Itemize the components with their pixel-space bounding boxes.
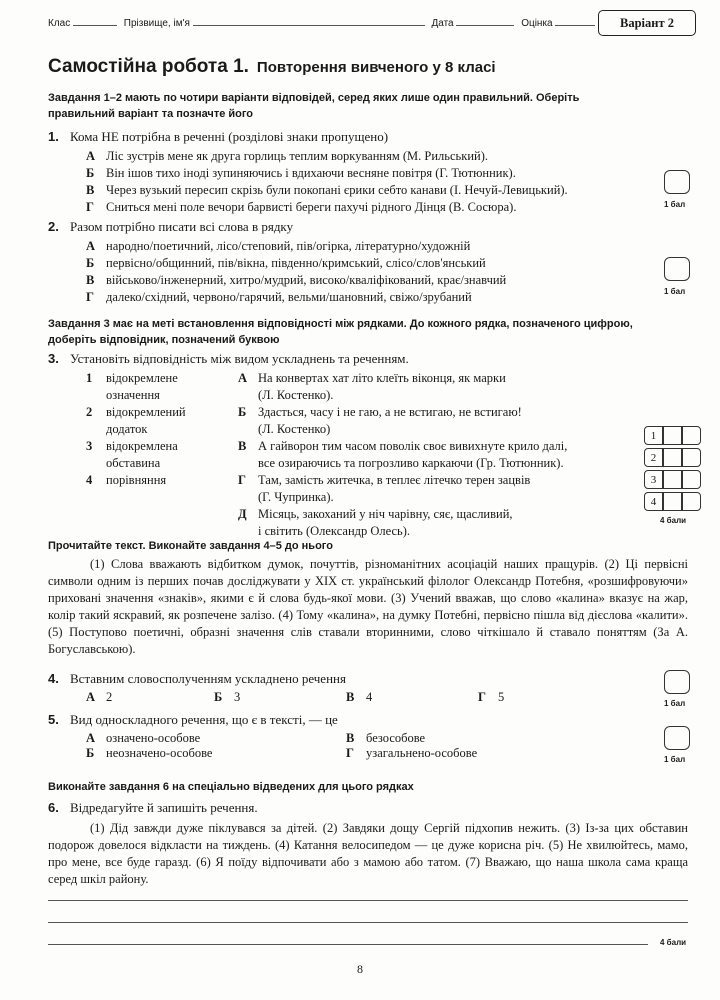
q1-option-a[interactable]: А Ліс зустрів мене як друга горлиць теплим воркуванням (М. Рильський). [86, 149, 488, 163]
q2-score: 1 бал [664, 287, 686, 296]
question-1-number: 1. [48, 129, 59, 144]
q3-left-2: 2 відокремлений додаток [86, 405, 186, 436]
q1-option-c[interactable]: В Через вузький пересип скрізь були покопані єрики себто канави (І. Нечуй-Левицький). [86, 183, 568, 197]
instruction-3: Завдання 3 має на меті встановлення відповідності між рядками. До кожного рядка, позначеного цифрою, доберіть відповідник, позначений буквою [48, 318, 633, 346]
date-field[interactable] [456, 16, 514, 26]
class-field[interactable] [73, 16, 117, 26]
q3-right-c: В А гайворон тим часом поволік своє вивихнуте крило далі, все озираючись та погрозливо каркаючи (Гр. Тютюнник). [238, 439, 568, 470]
q5-option-c[interactable]: В безособове [346, 731, 426, 745]
header-line [48, 16, 595, 29]
q4-option-d[interactable]: Г 5 [478, 690, 505, 704]
grid-cell[interactable] [682, 470, 701, 489]
question-6-sentences: (1) Дід завжди дуже піклувався за дітей. (2) Завдяки дощу Сергій підхопив нежить. (3) Із-за цих обставин подорож довелося відкласти на тиждень. (4) Катання велосипедом — це дуже корисна річ. (5) Не хвилюйтесь, мамо, про мене, все буде гаразд. (6) Я поїду відпочивати або з мамою або татом. (7) Вважаю, що наша школа сама краща серед шкіл району. [48, 821, 688, 886]
question-3: 3. Установіть відповідність між видом ускладнень та реченням. [48, 351, 409, 366]
page-title [48, 56, 496, 78]
grid-cell[interactable] [682, 492, 701, 511]
grid-cell[interactable] [663, 492, 682, 511]
q1-option-b[interactable]: Б Він ішов тихо іноді зупиняючись і вдихаючи весняне повітря (Г. Тютюнник). [86, 166, 516, 180]
q4-score: 1 бал [664, 699, 686, 708]
answer-line[interactable] [48, 944, 648, 945]
instruction-text: Прочитайте текст. Виконайте завдання 4–5 до нього [48, 540, 333, 552]
q4-option-c[interactable]: В 4 [346, 690, 373, 704]
q4-option-b[interactable]: Б 3 [214, 690, 241, 704]
q2-option-a[interactable]: А народно/поетичний, лісо/степовий, пів/огірка, літературно/художній [86, 239, 471, 253]
question-1-text: Кома НЕ потрібна в реченні (розділові знаки пропущено) [70, 129, 389, 144]
q1-option-d[interactable]: Г Сниться мені поле вечори барвисті береги пахучі рідного Дінця (В. Сосюра). [86, 200, 517, 214]
grid-row-number: 3 [644, 470, 663, 489]
instruction-6: Виконайте завдання 6 на спеціально відведених для цього рядках [48, 781, 414, 793]
title-sub: Повторення вивченого у 8 класі [256, 59, 496, 76]
q4-option-a[interactable]: А 2 [86, 690, 113, 704]
q3-score: 4 бали [660, 516, 687, 525]
q5-option-d[interactable]: Г узагальнено-особове [346, 746, 478, 760]
question-6: 6. Відредагуйте й запишіть речення. [48, 800, 258, 815]
name-label: Прізвище, ім'я [123, 18, 190, 29]
grade-label: Оцінка [521, 18, 553, 29]
grid-row-number: 4 [644, 492, 663, 511]
q5-option-b[interactable]: Б неозначено-особове [86, 746, 213, 760]
q3-right-d: Г Там, замість житечка, в теплеє літечко терен зацвів (Г. Чупринка). [238, 473, 531, 504]
q3-answer-grid [644, 426, 701, 511]
q3-left-3: 3 відокремлена обставина [86, 439, 178, 470]
answer-line[interactable] [48, 922, 688, 923]
question-4: 4. Вставним словосполученням ускладнено речення [48, 671, 346, 686]
instruction-1-2: Завдання 1–2 мають по чотири варіанти відповідей, серед яких лише один правильний. Оберіть правильний варіант та позначте його [48, 92, 580, 120]
q2-answer-box[interactable] [664, 257, 690, 281]
question-2: 2. Разом потрібно писати всі слова в рядку [48, 219, 294, 234]
q3-left-4: 4 порівняння [86, 473, 167, 487]
grid-row-number: 2 [644, 448, 663, 467]
grid-cell[interactable] [663, 448, 682, 467]
q3-right-b: Б Здасться, часу і не гаю, а не встигаю, не встигаю! (Л. Костенко) [238, 405, 522, 436]
variant-badge: Варіант 2 [598, 10, 696, 36]
question-5: 5. Вид односкладного речення, що є в тексті, — це [48, 712, 338, 727]
q3-right-a: А На конвертах хат літо клеїть віконця, як марки (Л. Костенко). [238, 371, 506, 402]
class-label: Клас [48, 18, 71, 29]
q3-right-e: Д Місяць, закоханий у ніч чарівну, сяє, щасливий, і світить (Олександр Олесь). [238, 507, 513, 538]
grade-field[interactable] [555, 16, 595, 26]
q1-score: 1 бал [664, 200, 686, 209]
q5-option-a[interactable]: А означено-особове [86, 731, 201, 745]
grid-row-number: 1 [644, 426, 663, 445]
q3-left-1: 1 відокремлене означення [86, 371, 178, 402]
q1-answer-box[interactable] [664, 170, 690, 194]
q5-score: 1 бал [664, 755, 686, 764]
q2-option-d[interactable]: Г далеко/східний, червоно/гарячий, вельми/шановний, свіжо/зрубаний [86, 290, 472, 304]
question-1 [48, 128, 388, 145]
answer-line[interactable] [48, 900, 688, 901]
q2-option-b[interactable]: Б первісно/общинний, пів/вікна, південно/кримський, слісо/слов'янський [86, 256, 486, 270]
q5-answer-box[interactable] [664, 726, 690, 750]
grid-cell[interactable] [682, 426, 701, 445]
grid-cell[interactable] [682, 448, 701, 467]
date-label: Дата [431, 18, 454, 29]
title-main: Самостійна робота 1. [48, 56, 249, 77]
reading-text: (1) Слова вважають відбитком думок, почуттів, різноманітних асоціацій наших пращурів. (2) Ці первісні символи одним із перших почав досліджувати у XIX ст. український філолог Олександр Потебня, «розшифровуючи» приховані значення «знаків», якими є й слова будь-якої мови. (3) Учений вважав, що слово «калина» вказує на жар, колір такий яскравий, як розпечене залізо. (4) Тому «калина», на думку Потебні, первісно пішла від дієслова «калити». (5) Поступово поетичні, образні значення слів ставали вторинними, слово чіткішало й ставало поняттям (За А. Богуславською). [48, 557, 688, 656]
q4-answer-box[interactable] [664, 670, 690, 694]
grid-cell[interactable] [663, 426, 682, 445]
page-number: 8 [357, 962, 363, 976]
q2-option-c[interactable]: В військово/інженерний, хитро/мудрий, високо/кваліфікований, крає/знавчий [86, 273, 507, 287]
grid-cell[interactable] [663, 470, 682, 489]
name-field[interactable] [193, 16, 425, 26]
q6-score: 4 бали [660, 938, 687, 947]
